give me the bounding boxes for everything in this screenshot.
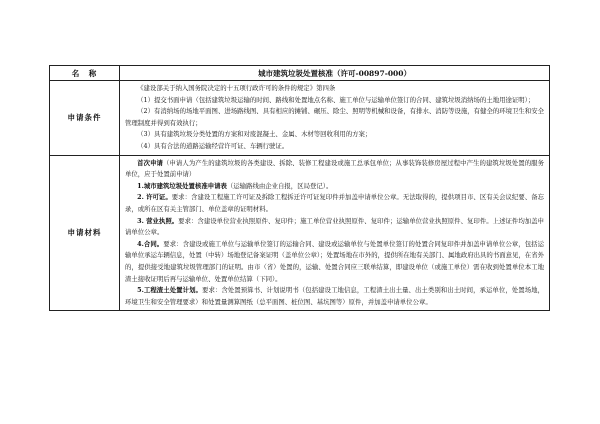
materials-item-2-title: 2. 许可证。 <box>137 193 172 202</box>
materials-item-1-text: （运输路线由企业自报，区局登记）。 <box>226 181 333 190</box>
conditions-item-2: （2）有消纳场的场地平面图、进场路线图、具有相应的摊铺、碾压、除尘、照明等机械和设备，有排水、消防等设施，有健全的环境卫生和安全管理制度并得到有效执行； <box>125 107 544 127</box>
conditions-item-1: （1）提交书面申请（包括建筑垃圾运输的时间、路线和处置地点名称、施工单位与运输单位签订的合同、建筑垃圾消纳场的土地用途证明）； <box>137 95 535 104</box>
conditions-item-3: （3）具有建筑垃圾分类处置的方案和对废混凝土、金属、木材等回收利用的方案； <box>137 130 372 139</box>
materials-label: 申请材料 <box>50 155 120 311</box>
materials-item-3-title: 3. 营业执照。 <box>137 216 179 225</box>
materials-item-4-title: 4.合同。 <box>137 239 164 248</box>
materials-item-5 <box>125 285 544 308</box>
materials-intro-bold: 首次申请 <box>137 158 163 167</box>
conditions-basis: 《建设部关于纳入国务院决定的十五项行政许可的条件的规定》第四条 <box>137 84 336 92</box>
materials-item-4 <box>125 239 544 285</box>
materials-row <box>50 155 550 311</box>
conditions-item-4: （4）具有合法的道路运输经营许可证、车辆行驶证。 <box>137 141 289 150</box>
materials-item-1 <box>125 181 544 193</box>
conditions-row <box>50 81 550 156</box>
name-label: 名 称 <box>50 66 120 81</box>
materials-intro <box>125 158 544 181</box>
materials-item-2-text: 要求：含建设工程施工许可证及拆除工程拆迁许可证复印件并加盖申请单位公章。无法取得的，提供项目市、区有关会议纪要、备忘录，或所在区有关主管部门、单位盖章的证明材料。 <box>125 193 544 213</box>
materials-item-2 <box>125 192 544 215</box>
materials-item-5-text: 要求：含处置预算书、计划说明书（包括建设工地信息，工程渣土出土量、出土类别和出土时间，承运单位，处置场地，环境卫生和安全管理要求）和处置量测算图纸（总平面图、桩位图、基坑图等）原件，并加盖申请单位公章。 <box>125 286 545 306</box>
approval-table <box>49 65 550 311</box>
materials-item-3 <box>125 216 544 239</box>
conditions-label: 申请条件 <box>50 81 120 156</box>
item-title: 城市建筑垃圾处置核准（许可-00897-000） <box>120 66 550 81</box>
name-row <box>50 66 550 81</box>
materials-item-1-title: 1.城市建筑垃圾处置核准申请表 <box>137 181 227 190</box>
materials-item-3-text: 要求：含建设单位营业执照原件、复印件；施工单位营业执照原件、复印件；运输单位营业执照原件、复印件。上述证件均加盖申请单位公章。 <box>125 216 544 237</box>
materials-item-5-title: 5.工程渣土处置计划。 <box>137 286 202 295</box>
conditions-content <box>120 81 550 156</box>
materials-intro-text: （申请人为产生的建筑垃圾的各类建设、拆除、装修工程建设或施工总承包单位；从事装饰装修房屋过程中产生的建筑垃圾处置的服务单位，应于处置前申请） <box>125 158 545 179</box>
materials-content <box>120 155 550 311</box>
materials-item-4-text: 要求：含建设或施工单位与运输单位签订的运输合同、建设或运输单位与处置单位签订的处置合同复印件并加盖申请单位公章，包括运输单位承运车辆信息，处置（中转）场地登记备案证明（盖单位公章）；处置场地在市外的，提供所在地有关部门、属地政府出具的书面意见，在省外的，提供接受地建筑垃圾管理部门的证明。由市（省）处置的，运输、处置合同应三联单结算，即建设单位（或施工单位）需在收到处置单位本工地渣土接收证明后再与运输单位、处置单位结算（下同）。 <box>125 239 545 283</box>
